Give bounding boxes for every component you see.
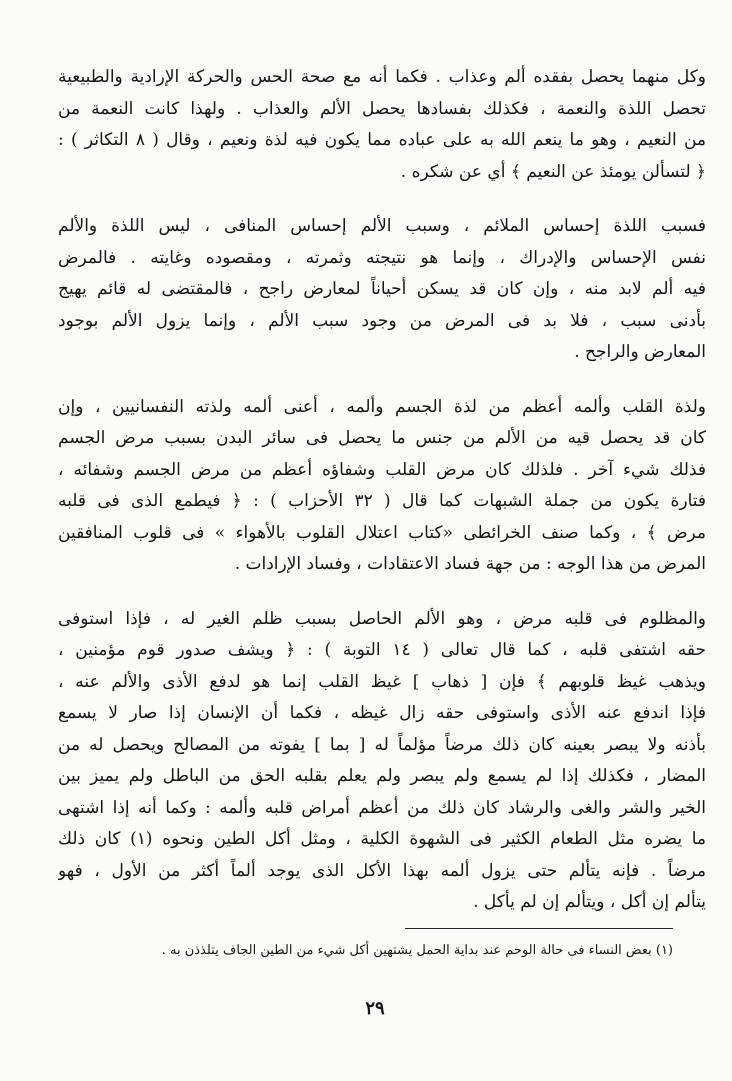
text-line: فتارة يكون من جملة الشبهات كما قال ( ٣٢ الأحزاب ) : ﴿ فيطمع الذى فى قلبه bbox=[58, 491, 706, 511]
text-line: كان قد يحصل قيه من الألم من جنس ما يحصل فى سائر البدن بسبب مرض الجسم bbox=[58, 428, 706, 448]
text-line: المرض من هذا الوجه : من جهة فساد الاعتقادات ، وفساد الإرادات . bbox=[234, 554, 706, 574]
text-line: فسبب اللذة إحساس الملائم ، وسبب الألم إحساس المنافى ، ليس اللذة والألم bbox=[58, 216, 706, 236]
text-line: ما يضره مثل الطعام الكثير فى الشهوة الكلية ، ومثل أكل الطين ونحوه (١) كان ذلك bbox=[58, 829, 706, 849]
text-line: يتألم إن أكل ، ويتألم إن لم يأكل . bbox=[473, 892, 706, 912]
text-line: نفس الإحساس والإدراك ، وإنما هو نتيجته وثمرته ، ومقصوده وغايته . فالمرض bbox=[58, 247, 706, 268]
paragraph-1 bbox=[58, 62, 706, 188]
paragraph-4 bbox=[58, 604, 706, 919]
text-line: تحصل اللذة والنعمة ، فكذلك بفسادها يحصل الألم والعذاب . ولهذا كانت النعمة من bbox=[58, 98, 706, 119]
text-line: ويذهب غيظ قلوبهم ﴾ فإن [ ذهاب ] غيظ القلب إنما هو لدفع الأذى والألم عنه ، bbox=[58, 671, 706, 692]
text-line: مرض ﴾ ، وكما صنف الخرائطى «كتاب اعتلال القلوب بالأهواء » فى قلوب المنافقين bbox=[58, 522, 706, 543]
text-line: فيه ألم لابد منه ، وإن كان قد يسكن أحياناً لمعارض راجح ، فالمقتضى له قائم يهيج bbox=[58, 279, 706, 299]
text-line: والمظلوم فى قلبه مرض ، وهو الألم الحاصل بسبب ظلم الغير له ، فإذا استوفى bbox=[58, 608, 706, 629]
footnote: (١) بعض النساء فى حالة الوحم عند بداية الحمل يشتهين أكل شيء من الطين الجاف يتلذذن به . bbox=[161, 943, 673, 958]
text-line: بأدنى سبب ، فلا بد فى المرض من وجود سبب الألم ، وإنما يزول الألم بوجود bbox=[58, 310, 706, 331]
text-line: المعارض والراجح . bbox=[574, 342, 706, 362]
text-line: فذلك شيء آخر . فلذلك كان مرض القلب وشفاؤه أعظم من مرض الجسم وشفائه ، bbox=[58, 459, 706, 480]
paragraph-3 bbox=[58, 392, 706, 581]
text-line: حقه اشتفى قلبه ، كما قال تعالى ( ١٤ التوبة ) : ﴿ ويشف صدور قوم مؤمنين ، bbox=[58, 640, 706, 660]
footnote-divider bbox=[405, 928, 673, 929]
text-line: المضار ، فكذلك إذا لم يسمع ولم يبصر ولم يعلم بقلبه الحق من الباطل ولم يميز بين bbox=[58, 766, 706, 786]
text-line: ﴿ لتسألن يومئذ عن النعيم ﴾ أي عن شكره . bbox=[400, 161, 706, 182]
paragraph-2 bbox=[58, 211, 706, 369]
text-line: مرضاً . فإنه يتألم حتى يزول ألمه بهذا الأكل الذى يوجد ألماً أكثر من الأول ، فهو bbox=[58, 860, 706, 881]
page-number: ٢٩ bbox=[365, 998, 385, 1019]
text-line: بأذنه ولا يبصر بعينه كان ذلك مرضاً مؤلماً له [ بما ] يفوته من المصالح ويحصل له من bbox=[58, 734, 706, 755]
text-line: من النعيم ، وهو ما ينعم الله به على عباده مما يكون فيه لذة ونعيم ، وقال ( ٨ التكاثر ) : bbox=[58, 130, 706, 150]
text-line: الخير والشر والغى والرشاد كان ذلك من أعظم أمراض قلبه وألمه : وكما أنه إذا اشتهى bbox=[58, 797, 706, 818]
text-line: ولذة القلب وألمه أعظم من لذة الجسم وألمه ، أعنى ألمه ولذته النفسانيين ، وإن bbox=[58, 396, 706, 417]
text-line: فإذا اندفع عنه الأذى واستوفى حقه زال غيظه ، فكما أن الإنسان إذا صار لا يسمع bbox=[58, 703, 706, 723]
page-body bbox=[58, 62, 706, 942]
text-line: وكل منهما يحصل بفقده ألم وعذاب . فكما أنه مع صحة الحس والحركة الإرادية والطبيعية bbox=[58, 67, 706, 87]
